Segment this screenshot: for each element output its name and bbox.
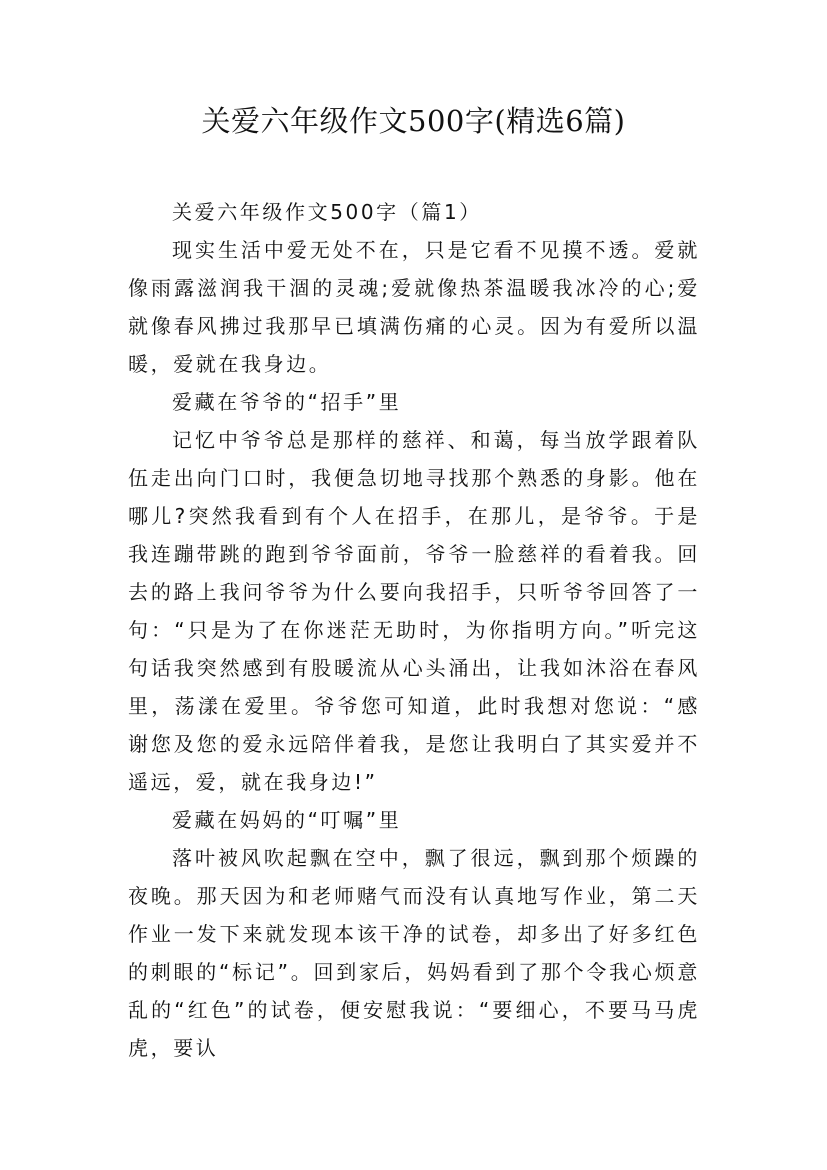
section-heading: 爱藏在爷爷的“招手”里 <box>172 390 402 414</box>
document-body <box>128 193 700 1067</box>
document-title: 关爱六年级作文500字(精选6篇) <box>201 104 626 138</box>
paragraph: 记忆中爷爷总是那样的慈祥、和蔼，每当放学跟着队伍走出向门口时，我便急切地寻找那个熟悉的身影。他在哪儿?突然我看到有个人在招手，在那儿，是爷爷。于是我连蹦带跳的跑到爷爷面前，爷爷一脸慈祥的看着我。回去的路上我问爷爷为什么要向我招手，只听爷爷回答了一句：“只是为了在你迷茫无助时，为你指明方向。”听完这句话我突然感到有股暖流从心头涌出，让我如沐浴在春风里，荡漾在爱里。爷爷您可知道，此时我想对您说：“感谢您及您的爱永远陪伴着我，是您让我明白了其实爱并不遥远，爱，就在我身边!” <box>128 428 700 794</box>
section-heading: 爱藏在妈妈的“叮嘱”里 <box>172 808 402 832</box>
section-heading: 关爱六年级作文500字（篇1） <box>172 200 482 224</box>
paragraph: 现实生活中爱无处不在，只是它看不见摸不透。爱就像雨露滋润我干涸的灵魂;爱就像热茶温暖我冰冷的心;爱就像春风拂过我那早已填满伤痛的心灵。因为有爱所以温暖，爱就在我身边。 <box>128 238 700 376</box>
paragraph: 落叶被风吹起飘在空中，飘了很远，飘到那个烦躁的夜晚。那天因为和老师赌气而没有认真地写作业，第二天作业一发下来就发现本该干净的试卷，却多出了好多红色的刺眼的“标记”。回到家后，妈妈看到了那个令我心烦意乱的“红色”的试卷，便安慰我说：“要细心，不要马马虎虎，要认 <box>128 846 700 1060</box>
